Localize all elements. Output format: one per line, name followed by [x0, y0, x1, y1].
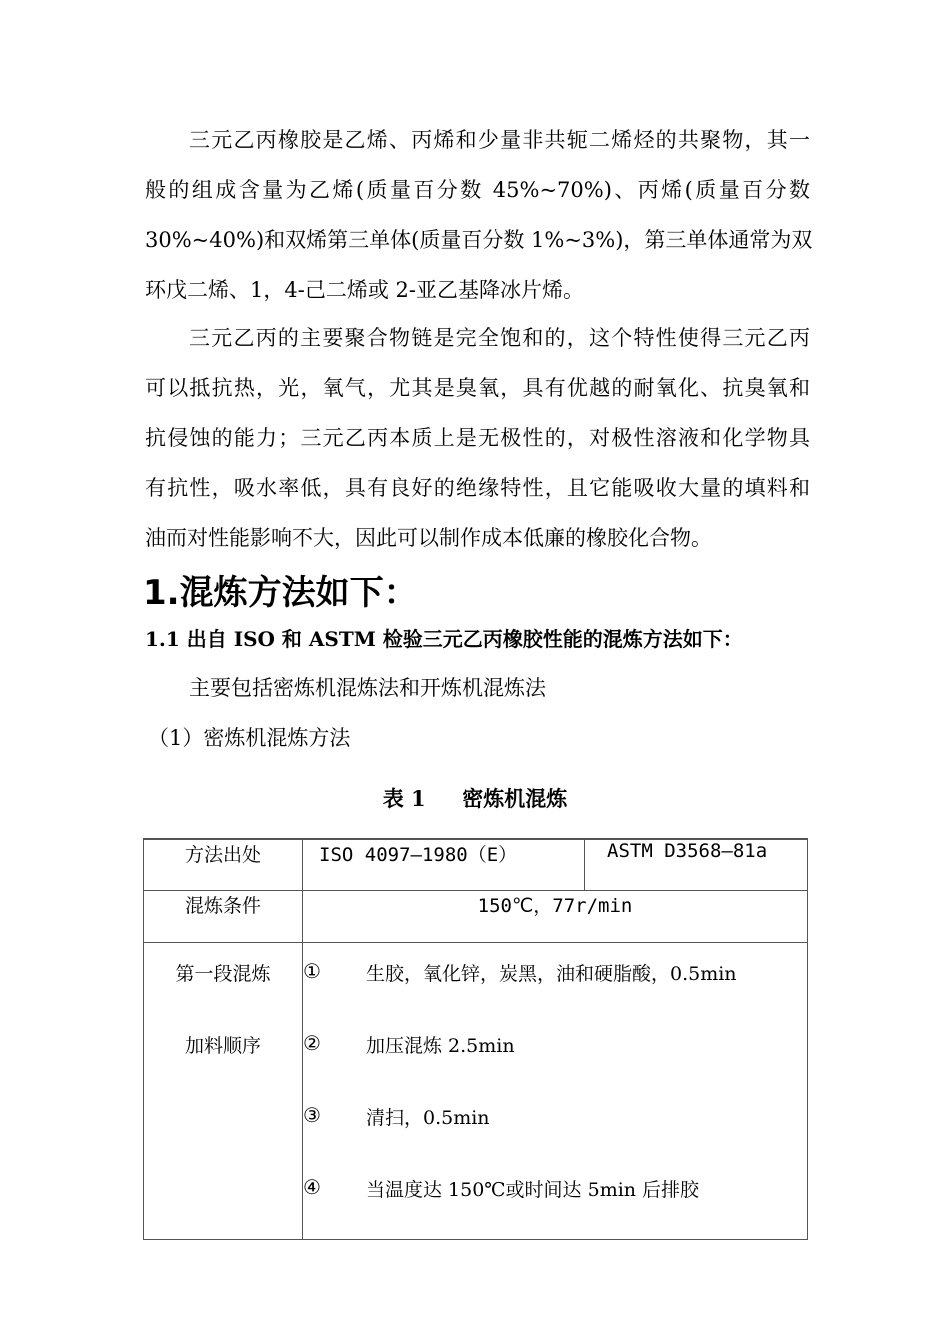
table-row [144, 943, 808, 1240]
paragraph-line: 三元乙丙橡胶是乙烯、丙烯和少量非共轭二烯烃的共聚物，其一 [189, 128, 810, 152]
paragraph-line: 环戊二烯、1，4-己二烯或 2-亚乙基降冰片烯。 [145, 278, 584, 302]
step-text: 生胶，氧化锌，炭黑，油和硬脂酸，0.5min [366, 963, 737, 985]
step-item [303, 1167, 807, 1239]
table-row [144, 839, 808, 891]
step-item [303, 951, 807, 1023]
table-cell-iso: ISO 4097—1980（E） [303, 839, 585, 891]
paragraph-line: 般的组成含量为乙烯(质量百分数 45%~70%)、丙烯(质量百分数 [145, 178, 810, 202]
table-cell-label: 混炼条件 [144, 891, 303, 943]
table-cell-steps [303, 943, 808, 1240]
paragraph-line: 30%~40%)和双烯第三单体(质量百分数 1%~3%)，第三单体通常为双 [145, 228, 813, 252]
step-number: ① [303, 959, 321, 983]
paragraph-epdm-properties [145, 313, 810, 563]
table-cell-label [144, 943, 303, 1240]
step-number: ③ [303, 1103, 321, 1127]
paragraph-line: 三元乙丙的主要聚合物链是完全饱和的，这个特性使得三元乙丙 [189, 326, 810, 350]
paragraph-line: 可以抵抗热，光，氧气，尤其是臭氧，具有优越的耐氧化、抗臭氧和 [145, 376, 810, 400]
step-text: 当温度达 150℃或时间达 5min 后排胶 [366, 1179, 700, 1201]
mixing-table [143, 838, 808, 1240]
step-item [303, 1023, 807, 1095]
table-row [144, 891, 808, 943]
subsection-heading: 1.1 出自 ISO 和 ASTM 检验三元乙丙橡胶性能的混炼方法如下： [145, 627, 743, 651]
paragraph-line: 有抗性，吸水率低，具有良好的绝缘特性，且它能吸收大量的填料和 [145, 476, 810, 500]
step-text: 加压混炼 2.5min [366, 1035, 515, 1057]
table-cell-astm: ASTM D3568—81a [585, 839, 808, 891]
paragraph-line: 油而对性能影响不大，因此可以制作成本低廉的橡胶化合物。 [145, 526, 712, 550]
section-heading: 1.混炼方法如下： [143, 573, 418, 613]
step-text: 清扫，0.5min [366, 1107, 490, 1129]
label-line: 加料顺序 [184, 1035, 261, 1057]
table-cell-label: 方法出处 [144, 839, 303, 891]
paragraph-line: 抗侵蚀的能力；三元乙丙本质上是无极性的，对极性溶液和化学物具 [145, 426, 810, 450]
intro-paragraph: 主要包括密炼机混炼法和开炼机混炼法 [189, 676, 546, 700]
label-line: 第一段混炼 [175, 963, 271, 985]
step-number: ② [303, 1031, 321, 1055]
method-label: （1）密炼机混炼方法 [148, 726, 351, 750]
step-item [303, 1095, 807, 1167]
table-caption: 表 1 密炼机混炼 [382, 786, 568, 811]
paragraph-epdm-composition [145, 115, 813, 315]
table-cell-conditions: 150℃，77r/min [303, 891, 808, 943]
step-number: ④ [303, 1175, 321, 1199]
